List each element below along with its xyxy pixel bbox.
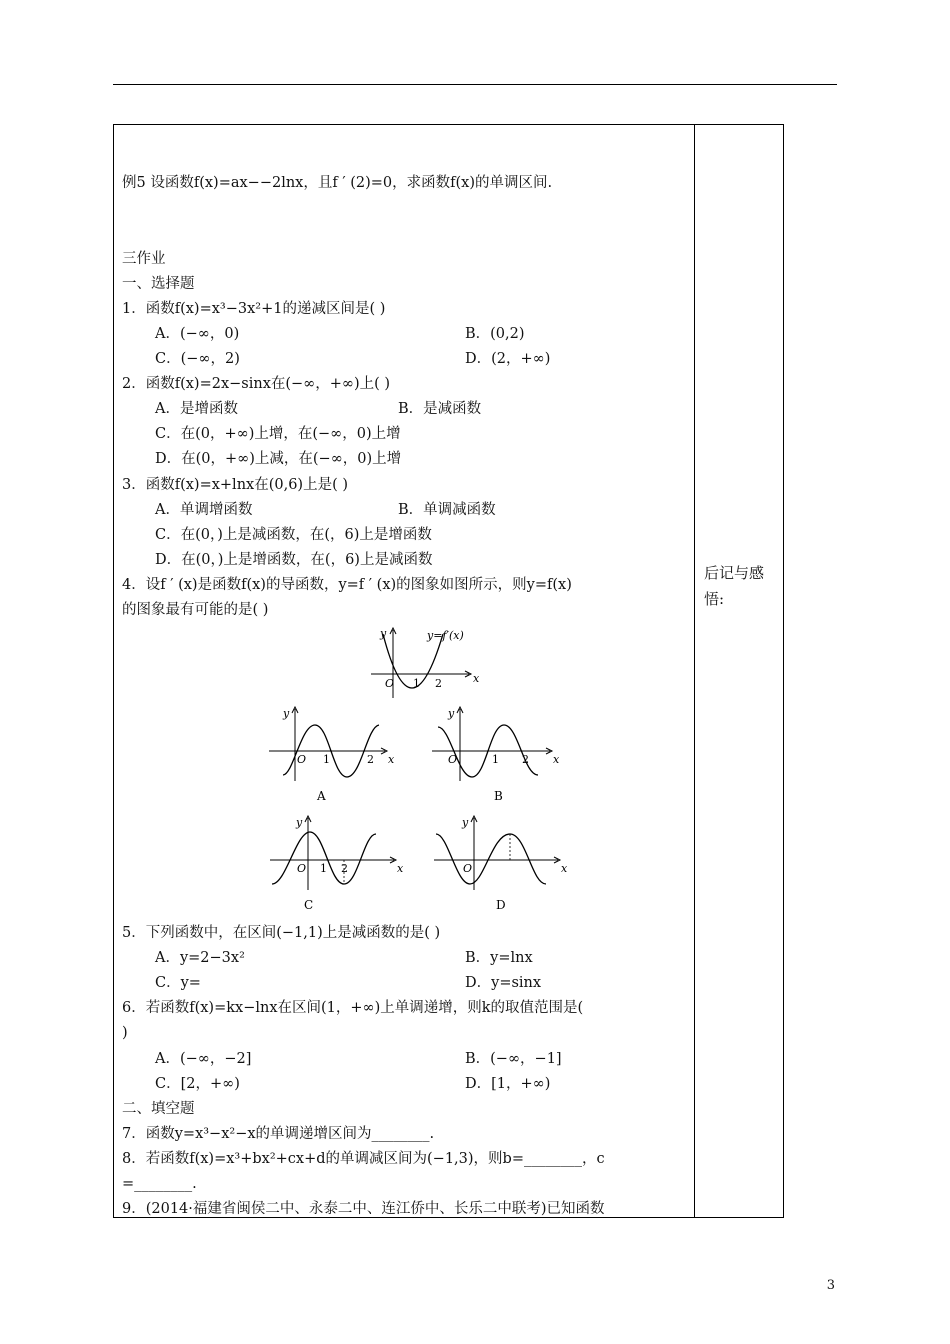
a-axis-y: y: [283, 707, 290, 720]
a-origin: O: [297, 753, 307, 766]
section-choice-title: 一、选择题: [122, 276, 195, 292]
derivative-graph: [365, 624, 485, 702]
option-c-graph: [266, 812, 406, 912]
q1-option-a: A．(−∞，0): [155, 326, 240, 342]
q5-option-c: C．y=: [155, 975, 201, 991]
q7: 7．函数y=x³−x²−x的单调递增区间为________.: [122, 1126, 435, 1142]
a-tick-1: 1: [323, 753, 330, 766]
option-d-graph: [430, 812, 570, 912]
q3-stem: 3．函数f(x)=x+lnx在(0,6)上是( ): [122, 477, 349, 493]
fp-tick-2: 2: [435, 677, 442, 690]
c-axis-x: x: [397, 862, 404, 875]
q2-option-c: C．在(0，+∞)上增，在(−∞，0)上增: [155, 426, 401, 442]
column-divider: [694, 124, 695, 1218]
fp-origin: O: [385, 677, 395, 690]
q8-line2: =________.: [122, 1176, 197, 1192]
q5-option-d: D．y=sinx: [465, 975, 542, 991]
c-tick-2: 2: [341, 862, 348, 875]
q5-option-a: A．y=2−3x²: [155, 950, 245, 966]
option-a-graph: [263, 703, 403, 803]
q2-option-a: A．是增函数: [155, 401, 238, 417]
q8-line1: 8．若函数f(x)=x³+bx²+cx+d的单调减区间为(−1,3)，则b=________，c: [122, 1151, 605, 1167]
q2-option-b: B．是减函数: [398, 401, 482, 417]
header-rule: [113, 84, 837, 85]
homework-title: 三作业: [122, 251, 166, 267]
c-label: C: [304, 898, 314, 912]
q1-option-c: C．(−∞，2): [155, 351, 240, 367]
q4-stem-line2: 的图象最有可能的是( ): [122, 602, 269, 618]
b-axis-x: x: [553, 753, 560, 766]
q2-stem: 2．函数f(x)=2x−sinx在(−∞，+∞)上( ): [122, 376, 391, 392]
q4-stem-line1: 4．设f ′ (x)是函数f(x)的导函数，y=f ′ (x)的图象如图所示，则y=f(x): [122, 577, 572, 593]
a-tick-2: 2: [367, 753, 374, 766]
q3-option-d: D．在(0，)上是增函数，在(，6)上是减函数: [155, 552, 433, 568]
q6-stem-line2: ): [122, 1025, 128, 1041]
example-5: 例5 设函数f(x)=ax−−2lnx，且f ′ (2)=0，求函数f(x)的单调区间.: [122, 175, 553, 191]
q6-option-d: D．[1，+∞): [465, 1076, 551, 1092]
a-label: A: [317, 789, 326, 803]
d-origin: O: [463, 862, 473, 875]
b-origin: O: [448, 753, 458, 766]
fp-tick-1: 1: [413, 677, 420, 690]
a-axis-x: x: [388, 753, 395, 766]
q6-stem-line1: 6．若函数f(x)=kx−lnx在区间(1，+∞)上单调递增，则k的取值范围是(: [122, 1000, 584, 1016]
q6-option-a: A．(−∞，−2]: [155, 1051, 252, 1067]
q9: 9．(2014·福建省闽侯二中、永泰二中、连江侨中、长乐二中联考)已知函数: [122, 1201, 605, 1217]
q5-stem: 5．下列函数中，在区间(−1,1)上是减函数的是( ): [122, 925, 441, 941]
section-fill-title: 二、填空题: [122, 1101, 195, 1117]
b-label: B: [494, 789, 503, 803]
fp-axis-x: x: [473, 672, 480, 685]
q1-stem: 1．函数f(x)=x³−3x²+1的递减区间是( ): [122, 301, 386, 317]
q2-option-d: D．在(0，+∞)上减，在(−∞，0)上增: [155, 451, 402, 467]
q1-option-b: B．(0,2): [465, 326, 525, 342]
page-number: 3: [826, 1278, 835, 1293]
c-origin: O: [297, 862, 307, 875]
d-axis-y: y: [462, 816, 469, 829]
fp-axis-y: y: [380, 627, 387, 640]
b-tick-2: 2: [522, 753, 529, 766]
fp-curve-label: y=f′(x): [427, 629, 464, 642]
q1-option-d: D．(2，+∞): [465, 351, 551, 367]
d-axis-x: x: [561, 862, 568, 875]
q3-option-b: B．单调减函数: [398, 502, 496, 518]
b-axis-y: y: [448, 707, 455, 720]
q5-option-b: B．y=lnx: [465, 950, 533, 966]
q6-option-c: C．[2，+∞): [155, 1076, 240, 1092]
d-label: D: [496, 898, 506, 912]
q3-option-a: A．单调增函数: [155, 502, 253, 518]
b-tick-1: 1: [492, 753, 499, 766]
c-tick-1: 1: [320, 862, 327, 875]
side-note: 后记与感悟:: [704, 564, 765, 608]
option-b-graph: [428, 703, 568, 803]
c-axis-y: y: [296, 816, 303, 829]
q6-option-b: B．(−∞，−1]: [465, 1051, 562, 1067]
q3-option-c: C．在(0，)上是减函数，在(，6)上是增函数: [155, 527, 432, 543]
